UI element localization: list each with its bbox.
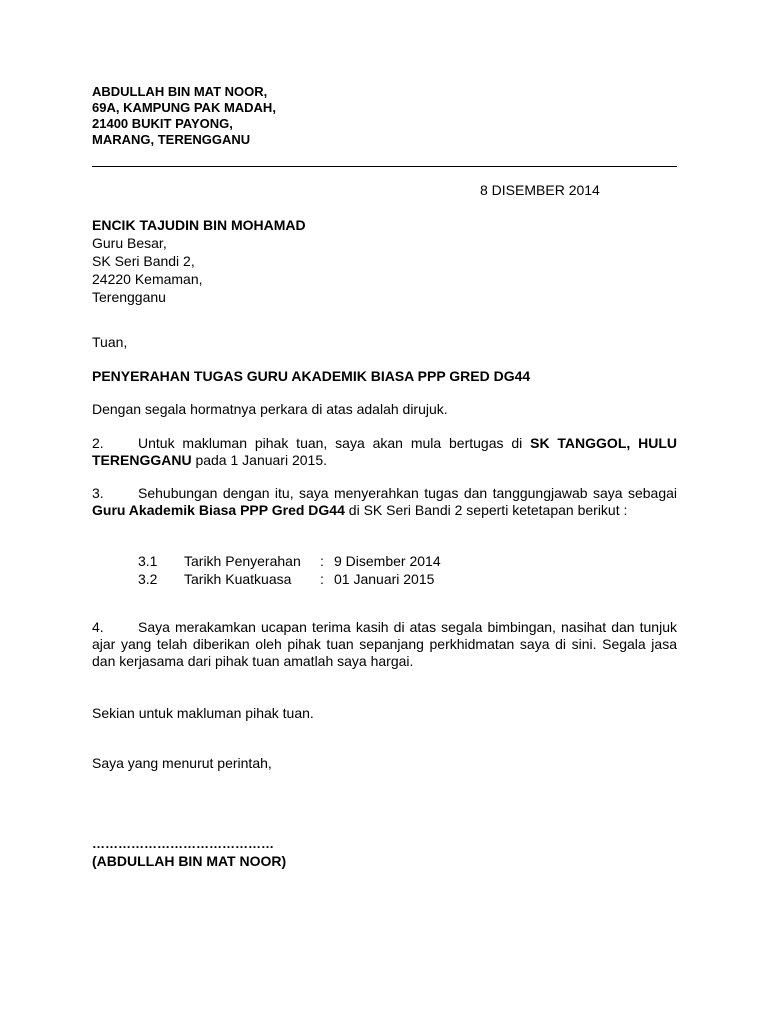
sender-address-line: MARANG, TERENGGANU bbox=[92, 132, 251, 147]
item-number: 3.2 bbox=[138, 571, 158, 587]
detail-list bbox=[138, 552, 441, 588]
item-colon: : bbox=[320, 553, 324, 569]
item-value: 9 Disember 2014 bbox=[334, 553, 441, 569]
sender-address-line: 69A, KAMPUNG PAK MADAH, bbox=[92, 100, 276, 115]
paragraph-number: 4. bbox=[92, 619, 104, 635]
sender-name: ABDULLAH BIN MAT NOOR, bbox=[92, 84, 268, 99]
recipient-title: Guru Besar, bbox=[92, 235, 167, 251]
paragraph-text: Untuk makluman pihak tuan, saya akan mula bertugas di bbox=[138, 435, 531, 451]
salutation: Tuan, bbox=[92, 334, 128, 350]
recipient-address-line: 24220 Kemaman, bbox=[92, 271, 203, 287]
list-item bbox=[138, 552, 441, 570]
item-colon: : bbox=[320, 571, 324, 587]
paragraph-bold-text: Guru Akademik Biasa PPP Gred DG44 bbox=[92, 502, 345, 518]
list-item bbox=[138, 570, 441, 588]
paragraph-text: Saya merakamkan ucapan terima kasih di atas segala bimbingan, nasihat dan tunjuk ajar yang telah diberikan oleh pihak tuan sepanjang perkhidmatan saya di sini. Segala jasa dan kerjasama dari pihak tuan amatlah saya hargai. bbox=[92, 619, 677, 669]
paragraph-text: pada 1 Januari 2015. bbox=[191, 452, 328, 468]
closing-line: Saya yang menurut perintah, bbox=[92, 755, 272, 771]
item-number: 3.1 bbox=[138, 553, 158, 569]
paragraph-4 bbox=[92, 619, 677, 670]
sender-address bbox=[92, 84, 276, 148]
paragraph-number: 2. bbox=[92, 435, 104, 451]
signature-name: (ABDULLAH BIN MAT NOOR) bbox=[92, 853, 287, 869]
paragraph-bold-text: SK TANGGOL, HULU TERENGGANU bbox=[92, 435, 677, 468]
paragraph-2 bbox=[92, 435, 677, 469]
recipient-name: ENCIK TAJUDIN BIN MOHAMAD bbox=[92, 217, 306, 233]
recipient-address-line: Terengganu bbox=[92, 289, 166, 305]
paragraph-text: di SK Seri Bandi 2 seperti ketetapan berikut : bbox=[344, 502, 628, 518]
item-label: Tarikh Kuatkuasa bbox=[184, 571, 292, 587]
paragraph-3 bbox=[92, 485, 677, 519]
closing-line: Sekian untuk makluman pihak tuan. bbox=[92, 705, 314, 721]
paragraph-text: Sehubungan dengan itu, saya menyerahkan tugas dan tanggungjawab saya sebagai bbox=[138, 485, 677, 501]
letter-subject: PENYERAHAN TUGAS GURU AKADEMIK BIASA PPP GRED DG44 bbox=[92, 368, 531, 384]
header-divider bbox=[92, 166, 677, 167]
item-value: 01 Januari 2015 bbox=[334, 571, 435, 587]
paragraph-number: 3. bbox=[92, 485, 104, 501]
sender-address-line: 21400 BUKIT PAYONG, bbox=[92, 116, 233, 131]
item-label: Tarikh Penyerahan bbox=[184, 553, 301, 569]
recipient-address-line: SK Seri Bandi 2, bbox=[92, 253, 195, 269]
letter-date: 8 DISEMBER 2014 bbox=[480, 182, 600, 198]
recipient-address bbox=[92, 216, 306, 306]
intro-paragraph: Dengan segala hormatnya perkara di atas adalah dirujuk. bbox=[92, 401, 448, 417]
signature-line: …………………………………… bbox=[92, 836, 274, 851]
